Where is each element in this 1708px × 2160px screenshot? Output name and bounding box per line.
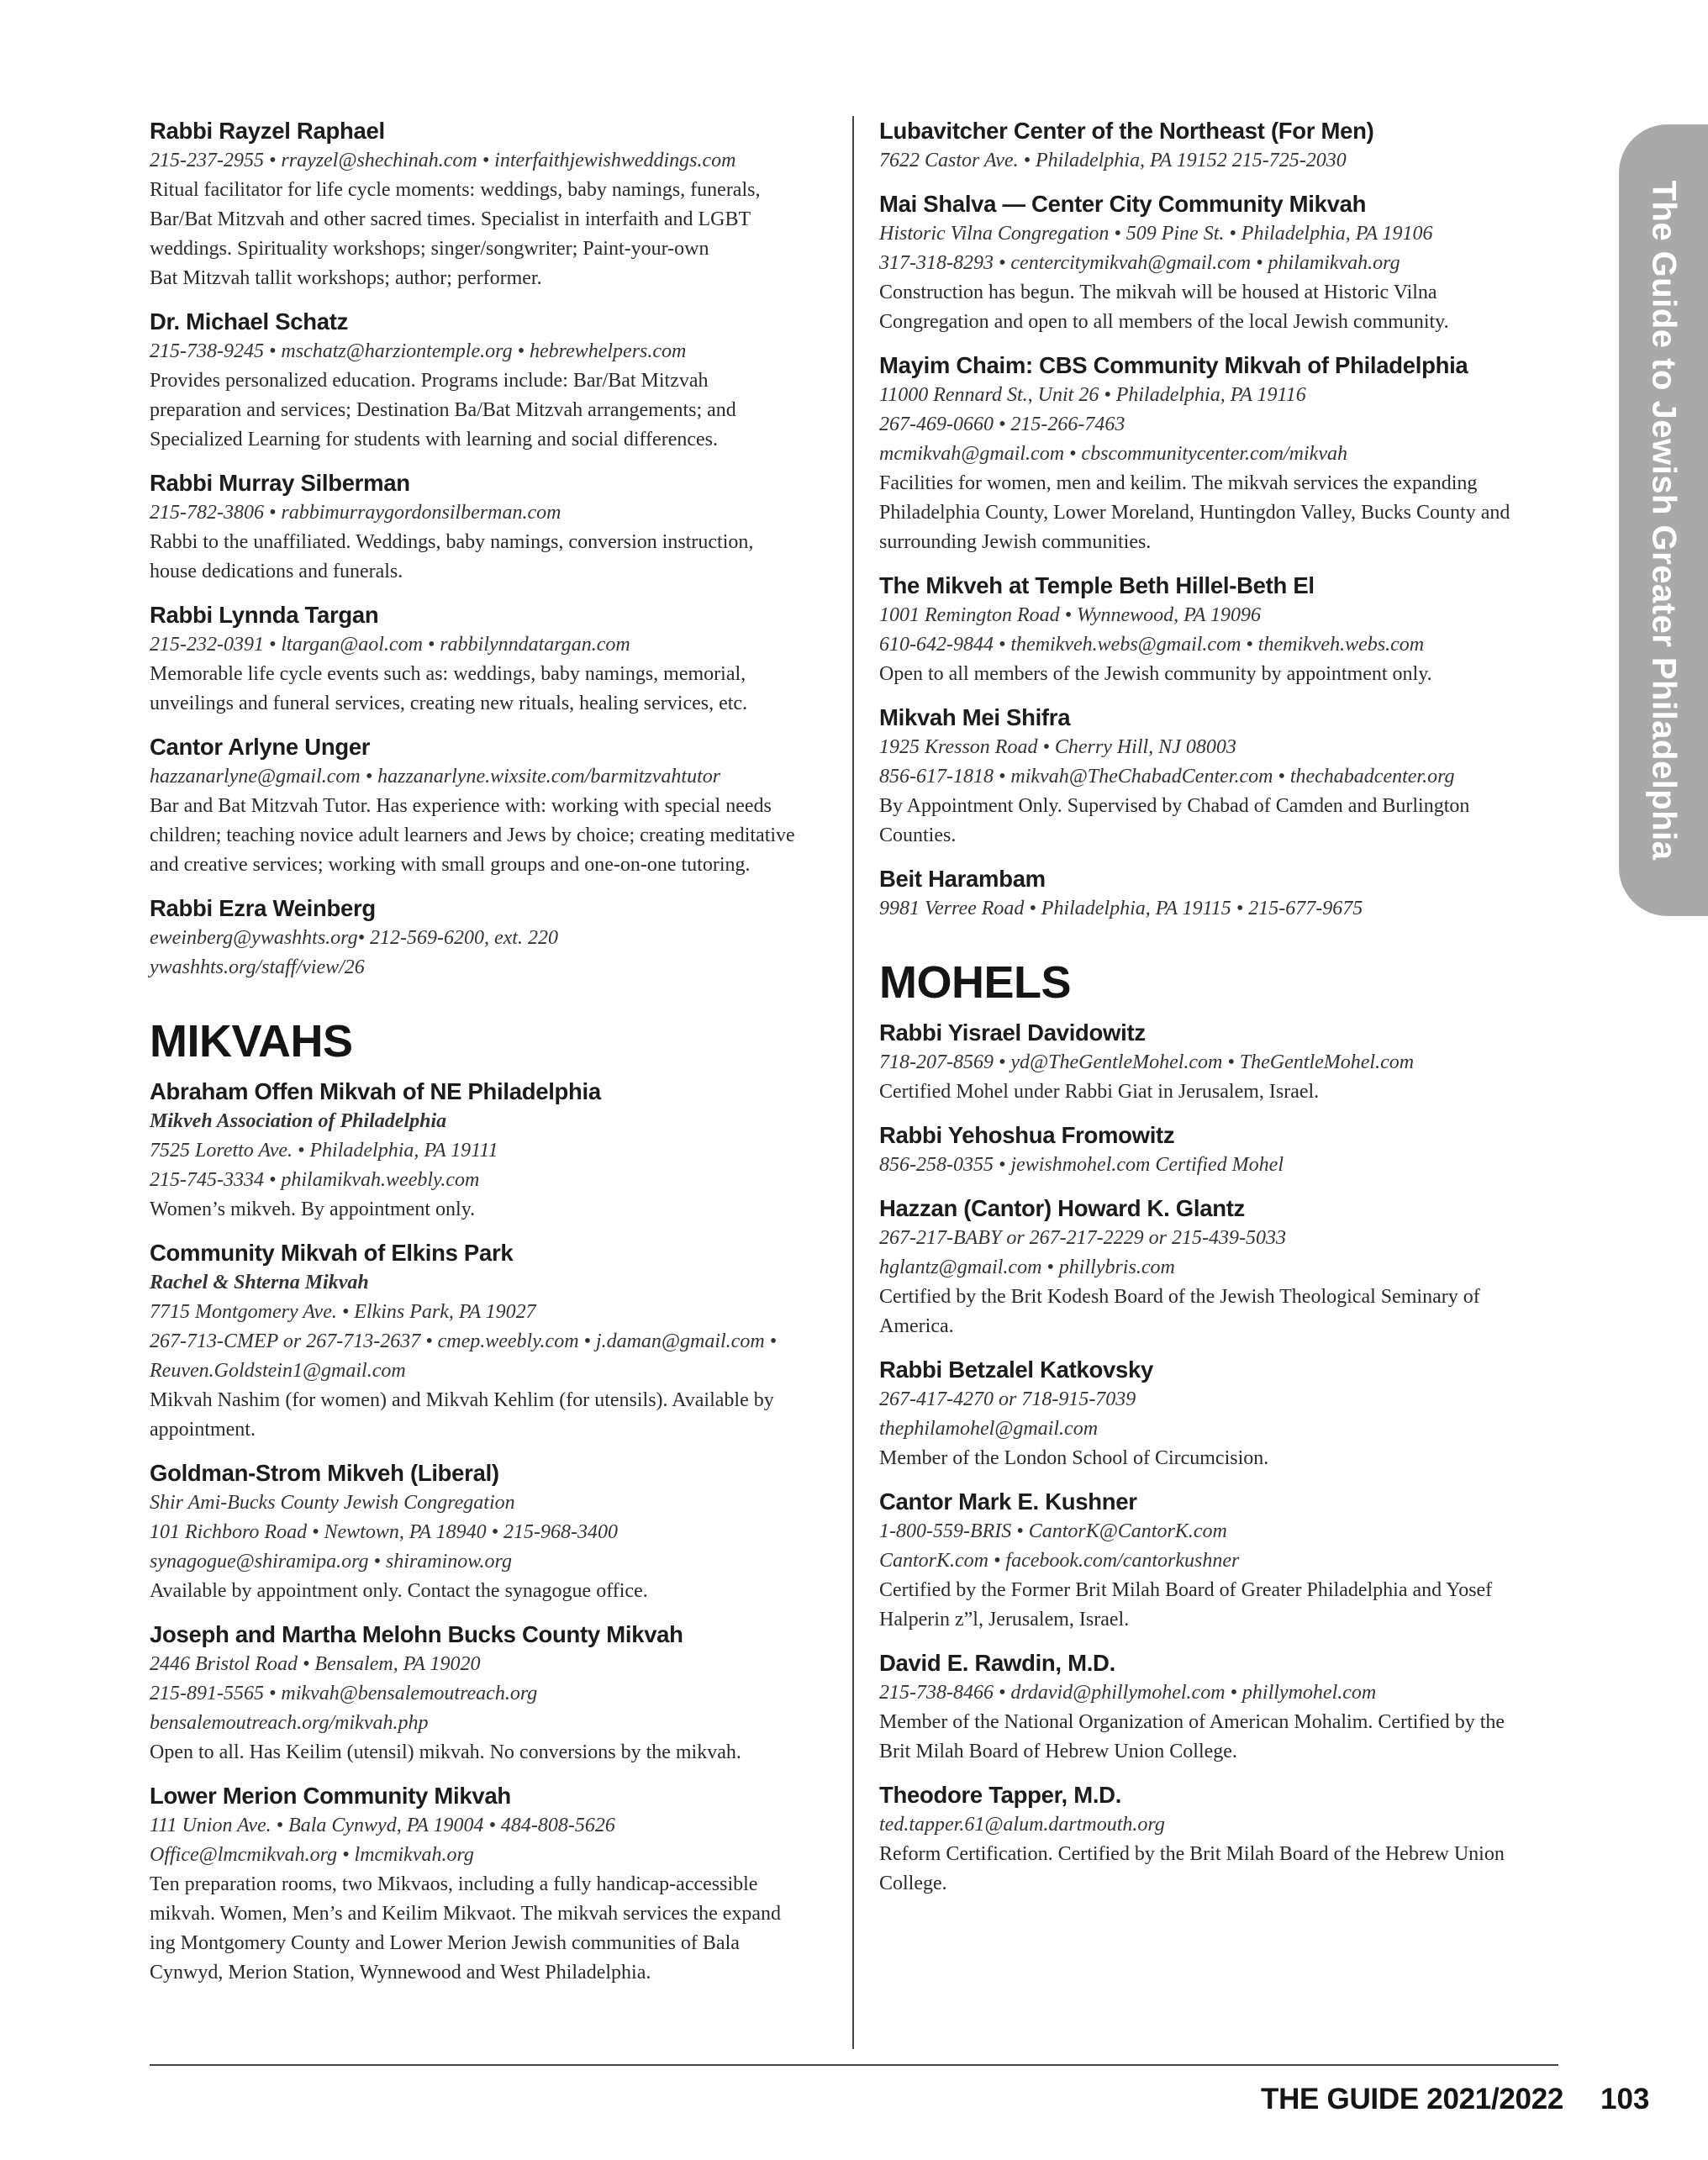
entry-description-line: house dedications and funerals. [150, 561, 403, 582]
entry-description-line: Memorable life cycle events such as: weddings, baby namings, memorial, [150, 663, 746, 685]
entry-description-line: College. [879, 1873, 947, 1894]
entry-contact-line: 215-891-5565 • mikvah@bensalemoutreach.org [150, 1683, 538, 1704]
entry-name: Mai Shalva — Center City Community Mikvah [879, 191, 1367, 217]
entry-description-line: preparation and services; Destination Ba/Bat Mitzvah arrangements; and [150, 399, 736, 421]
entry-contact-line: ywashhts.org/staff/view/26 [150, 956, 365, 978]
entry-name: Dr. Michael Schatz [150, 308, 349, 335]
entry-description-line: children; teaching novice adult learners and Jews by choice; creating meditative [150, 824, 795, 846]
entry-description-line: Mikvah Nashim (for women) and Mikvah Kehlim (for utensils). Available by [150, 1389, 774, 1411]
directory-entry [879, 1120, 1568, 1180]
entry-description-line: Philadelphia County, Lower Moreland, Huntingdon Valley, Bucks County and [879, 502, 1510, 524]
directory-entry [879, 1487, 1568, 1635]
directory-entry [150, 116, 841, 293]
directory-entry [879, 350, 1568, 557]
entry-description-line: Rabbi to the unaffiliated. Weddings, baby namings, conversion instruction, [150, 531, 754, 553]
footer-rule [150, 2064, 1558, 2066]
directory-entry [150, 1781, 841, 1988]
entry-description-line: Brit Milah Board of Hebrew Union College. [879, 1741, 1237, 1762]
entry-contact-line: CantorK.com • facebook.com/cantorkushner [879, 1550, 1240, 1572]
entry-name: Rabbi Lynnda Targan [150, 602, 379, 628]
entry-description-line: Construction has begun. The mikvah will be housed at Historic Vilna [879, 282, 1437, 303]
directory-entry [879, 864, 1568, 924]
entry-name: Abraham Offen Mikvah of NE Philadelphia [150, 1078, 601, 1104]
directory-entry [150, 307, 841, 455]
entry-contact-line: 215-237-2955 • rrayzel@shechinah.com • interfaithjewishweddings.com [150, 150, 736, 171]
entry-contact-line: synagogue@shiramipa.org • shiraminow.org [150, 1551, 512, 1573]
directory-entry [150, 1620, 841, 1768]
entry-name: The Mikveh at Temple Beth Hillel-Beth El [879, 572, 1315, 598]
entry-description-line: Bar and Bat Mitzvah Tutor. Has experience with: working with special needs [150, 795, 772, 817]
entry-description-line: By Appointment Only. Supervised by Chabad of Camden and Burlington [879, 795, 1470, 817]
entry-name: Beit Harambam [879, 866, 1046, 892]
left-column [150, 116, 841, 2001]
directory-entry [150, 893, 841, 983]
entry-contact-line: 856-258-0355 • jewishmohel.com Certified Mohel [879, 1154, 1284, 1176]
entry-description-line: surrounding Jewish communities. [879, 531, 1152, 553]
entry-description-line: Congregation and open to all members of the local Jewish community. [879, 311, 1449, 333]
directory-entry [879, 189, 1568, 337]
entry-description-line: Open to all members of the Jewish community by appointment only. [879, 663, 1432, 685]
mikvahs-list [150, 1077, 841, 1988]
entry-description-line: Women’s mikveh. By appointment only. [150, 1199, 476, 1220]
entry-contact-line: 2446 Bristol Road • Bensalem, PA 19020 [150, 1653, 481, 1675]
entry-contact-line: 9981 Verree Road • Philadelphia, PA 19115 • 215-677-9675 [879, 898, 1363, 919]
entry-name: Goldman-Strom Mikveh (Liberal) [150, 1460, 499, 1486]
entry-name: Rabbi Rayzel Raphael [150, 118, 385, 144]
entry-contact-line: Shir Ami-Bucks County Jewish Congregation [150, 1492, 515, 1514]
entry-contact-line: 317-318-8293 • centercitymikvah@gmail.com • philamikvah.org [879, 252, 1400, 274]
entry-name: Rabbi Ezra Weinberg [150, 895, 376, 921]
entry-contact-line: Reuven.Goldstein1@gmail.com [150, 1360, 406, 1382]
mohels-heading: MOHELS [879, 957, 1072, 1008]
directory-entry [879, 1193, 1568, 1341]
directory-entry [150, 468, 841, 587]
entry-name: David E. Rawdin, M.D. [879, 1650, 1115, 1676]
entry-contact-line: 215-782-3806 • rabbimurraygordonsilberman.com [150, 502, 561, 524]
entry-description-line: Available by appointment only. Contact the synagogue office. [150, 1580, 648, 1602]
entry-description-line: Certified by the Brit Kodesh Board of the Jewish Theological Seminary of [879, 1286, 1480, 1308]
entry-name: Hazzan (Cantor) Howard K. Glantz [879, 1195, 1246, 1221]
directory-entry [879, 1018, 1568, 1107]
directory-entry [879, 1648, 1568, 1767]
entry-contact-line: 111 Union Ave. • Bala Cynwyd, PA 19004 • 484-808-5626 [150, 1815, 615, 1836]
entry-contact-line: eweinberg@ywashhts.org• 212-569-6200, ext. 220 [150, 927, 558, 949]
entry-description-line: Bat Mitzvah tallit workshops; author; performer. [150, 267, 542, 289]
entry-description-line: Ten preparation rooms, two Mikvaos, including a fully handicap-accessible [150, 1873, 758, 1895]
entry-description-line: Cynwyd, Merion Station, Wynnewood and West Philadelphia. [150, 1962, 651, 1984]
directory-entry [150, 600, 841, 719]
directory-entry [879, 1780, 1568, 1899]
entry-description-line: Member of the London School of Circumcision. [879, 1447, 1269, 1469]
entry-contact-line: 718-207-8569 • yd@TheGentleMohel.com • TheGentleMohel.com [879, 1051, 1415, 1073]
entry-contact-line: thephilamohel@gmail.com [879, 1418, 1099, 1440]
entry-contact-line: 215-745-3334 • philamikvah.weebly.com [150, 1169, 480, 1191]
entry-description-line: Certified Mohel under Rabbi Giat in Jerusalem, Israel. [879, 1081, 1320, 1103]
directory-entry [879, 571, 1568, 689]
entry-name: Lower Merion Community Mikvah [150, 1783, 511, 1809]
entry-description-line: ing Montgomery County and Lower Merion Jewish communities of Bala [150, 1932, 740, 1954]
column-divider [852, 116, 854, 2049]
entry-name: Cantor Mark E. Kushner [879, 1488, 1137, 1515]
entry-name: Mikvah Mei Shifra [879, 704, 1071, 730]
entry-description-line: unveilings and funeral services, creating new rituals, healing services, etc. [150, 693, 748, 714]
entry-description-line: Specialized Learning for students with learning and social differences. [150, 429, 718, 450]
entry-description-line: Halperin z”l, Jerusalem, Israel. [879, 1609, 1130, 1631]
entry-contact-line: 11000 Rennard St., Unit 26 • Philadelphia, PA 19116 [879, 384, 1306, 406]
entry-contact-line: hglantz@gmail.com • phillybris.com [879, 1256, 1175, 1278]
entry-contact-line: 267-217-BABY or 267-217-2229 or 215-439-5033 [879, 1227, 1286, 1249]
entry-description-line: Bar/Bat Mitzvah and other sacred times. Specialist in interfaith and LGBT [150, 208, 751, 230]
entry-affiliation: Mikveh Association of Philadelphia [150, 1110, 447, 1132]
entry-name: Theodore Tapper, M.D. [879, 1782, 1122, 1808]
entry-contact-line: 267-417-4270 or 718-915-7039 [879, 1388, 1136, 1410]
entry-contact-line: 856-617-1818 • mikvah@TheChabadCenter.com • thechabadcenter.org [879, 766, 1455, 788]
entry-contact-line: 7622 Castor Ave. • Philadelphia, PA 19152 215-725-2030 [879, 150, 1347, 171]
entry-description-line: weddings. Spirituality workshops; singer/songwriter; Paint-your-own [150, 238, 709, 260]
entry-name: Rabbi Murray Silberman [150, 470, 410, 496]
entry-contact-line: 215-738-8466 • drdavid@phillymohel.com • phillymohel.com [879, 1682, 1377, 1704]
entry-name: Rabbi Betzalel Katkovsky [879, 1357, 1153, 1383]
entry-name: Rabbi Yisrael Davidowitz [879, 1019, 1146, 1046]
entry-description-line: and creative services; working with small groups and one-on-one tutoring. [150, 854, 751, 876]
entry-name: Joseph and Martha Melohn Bucks County Mikvah [150, 1621, 683, 1647]
entry-contact-line: bensalemoutreach.org/mikvah.php [150, 1712, 429, 1734]
directory-entry [150, 1077, 841, 1225]
mohels-list [879, 1018, 1568, 1899]
right-column [879, 116, 1568, 1912]
entry-contact-line: ted.tapper.61@alum.dartmouth.org [879, 1814, 1165, 1836]
entry-contact-line: 1925 Kresson Road • Cherry Hill, NJ 08003 [879, 736, 1236, 758]
rabbis-list [150, 116, 841, 983]
entry-contact-line: 215-232-0391 • ltargan@aol.com • rabbilynndatargan.com [150, 634, 630, 656]
entry-description-line: America. [879, 1315, 954, 1337]
page-number: 103 [1600, 2083, 1650, 2115]
entry-description-line: mikvah. Women, Men’s and Keilim Mikvaot. The mikvah services the expand [150, 1903, 782, 1925]
directory-entry [879, 1355, 1568, 1473]
entry-contact-line: Office@lmcmikvah.org • lmcmikvah.org [150, 1844, 474, 1866]
entry-description-line: Ritual facilitator for life cycle moments: weddings, baby namings, funerals, [150, 179, 761, 201]
entry-description-line: Certified by the Former Brit Milah Board of Greater Philadelphia and Yosef [879, 1579, 1493, 1601]
entry-contact-line: Historic Vilna Congregation • 509 Pine St. • Philadelphia, PA 19106 [879, 223, 1433, 245]
entry-contact-line: 610-642-9844 • themikveh.webs@gmail.com • themikveh.webs.com [879, 634, 1425, 656]
entry-name: Lubavitcher Center of the Northeast (For Men) [879, 118, 1374, 144]
entry-description-line: Member of the National Organization of American Mohalim. Certified by the [879, 1711, 1505, 1733]
side-tab-title: The Guide to Jewish Greater Philadelphia [1645, 180, 1683, 861]
mikvahs-list-continued [879, 116, 1568, 924]
entry-contact-line: 7525 Loretto Ave. • Philadelphia, PA 19111 [150, 1140, 498, 1162]
entry-contact-line: 215-738-9245 • mschatz@harziontemple.org • hebrewhelpers.com [150, 340, 687, 362]
entry-description-line: appointment. [150, 1419, 256, 1441]
entry-description-line: Reform Certification. Certified by the Brit Milah Board of the Hebrew Union [879, 1843, 1505, 1865]
entry-name: Rabbi Yehoshua Fromowitz [879, 1122, 1175, 1148]
entry-contact-line: 101 Richboro Road • Newtown, PA 18940 • 215-968-3400 [150, 1521, 619, 1543]
mikvahs-heading: MIKVAHS [150, 1016, 353, 1067]
footer-guide-title: THE GUIDE 2021/2022 [1261, 2083, 1564, 2115]
entry-affiliation: Rachel & Shterna Mikvah [150, 1272, 369, 1293]
entry-contact-line: 1-800-559-BRIS • CantorK@CantorK.com [879, 1520, 1227, 1542]
entry-description-line: Open to all. Has Keilim (utensil) mikvah. No conversions by the mikvah. [150, 1741, 741, 1763]
directory-entry [150, 732, 841, 880]
entry-contact-line: 267-469-0660 • 215-266-7463 [879, 414, 1125, 435]
directory-entry [879, 116, 1568, 176]
entry-name: Mayim Chaim: CBS Community Mikvah of Philadelphia [879, 352, 1468, 378]
entry-description-line: Counties. [879, 824, 957, 846]
entry-contact-line: mcmikvah@gmail.com • cbscommunitycenter.com/mikvah [879, 443, 1347, 465]
side-tab [1619, 124, 1708, 916]
entry-description-line: Facilities for women, men and keilim. The mikvah services the expanding [879, 472, 1478, 494]
directory-entry [879, 703, 1568, 851]
entry-name: Community Mikvah of Elkins Park [150, 1240, 514, 1266]
entry-name: Cantor Arlyne Unger [150, 734, 371, 760]
entry-contact-line: hazzanarlyne@gmail.com • hazzanarlyne.wixsite.com/barmitzvahtutor [150, 766, 721, 788]
entry-contact-line: 267-713-CMEP or 267-713-2637 • cmep.weebly.com • j.daman@gmail.com • [150, 1330, 778, 1352]
entry-description-line: Provides personalized education. Programs include: Bar/Bat Mitzvah [150, 370, 709, 392]
entry-contact-line: 1001 Remington Road • Wynnewood, PA 19096 [879, 604, 1261, 626]
directory-entry [150, 1458, 841, 1606]
entry-contact-line: 7715 Montgomery Ave. • Elkins Park, PA 19027 [150, 1301, 536, 1323]
directory-entry [150, 1238, 841, 1445]
